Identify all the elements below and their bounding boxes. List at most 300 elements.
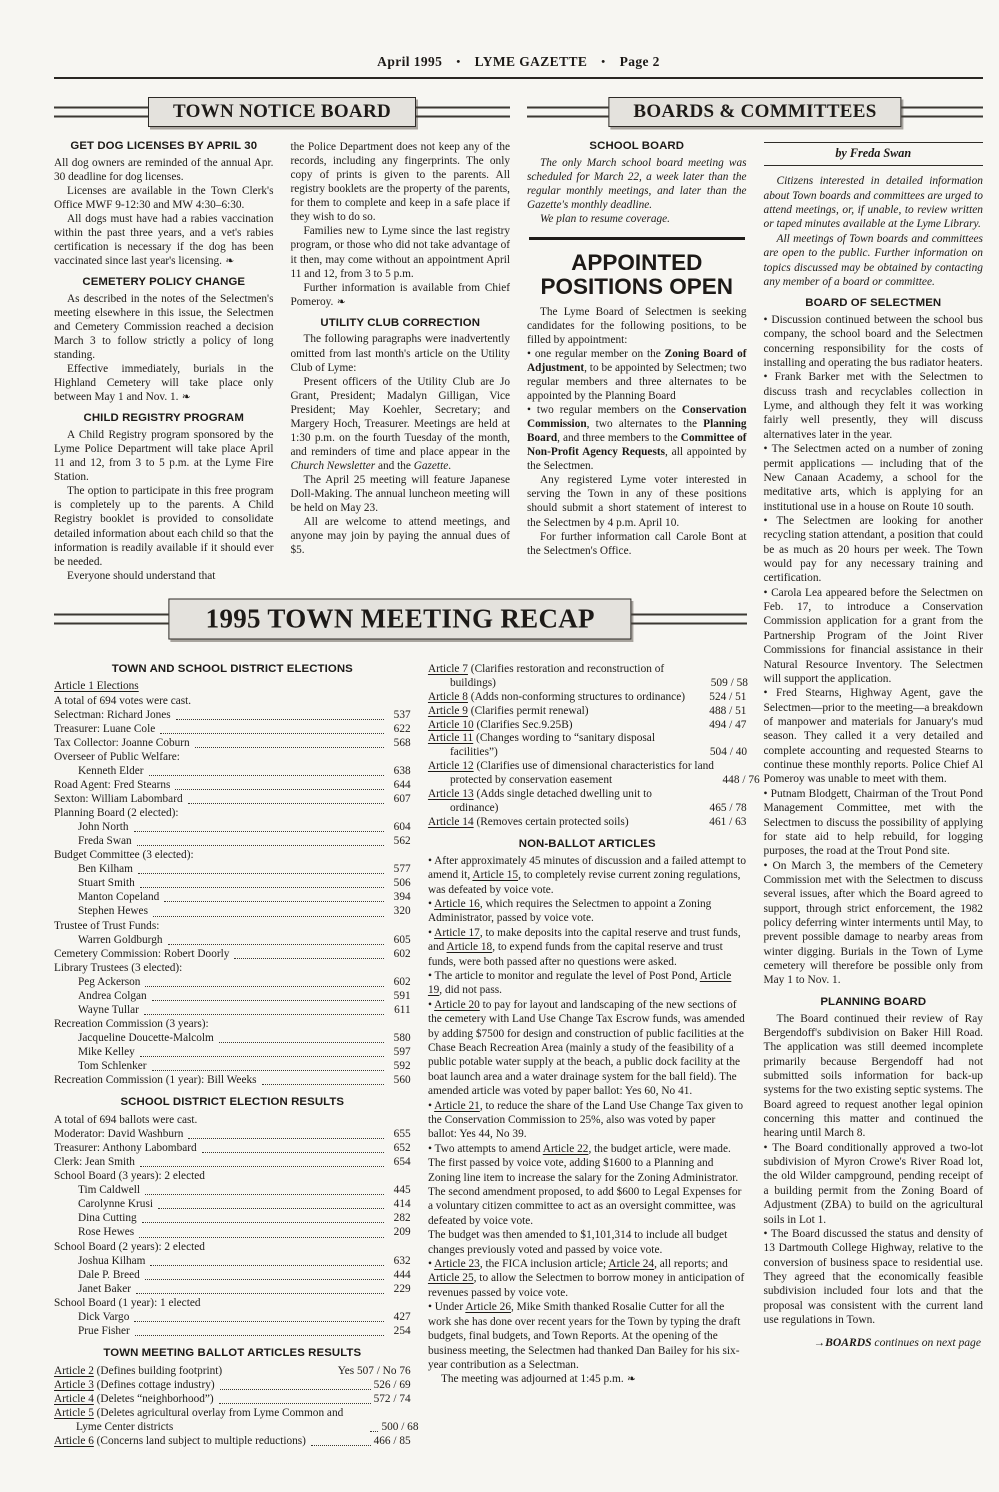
vote-count: 537: [393, 708, 411, 721]
candidate-name: Moderator: David Washburn: [54, 1128, 184, 1140]
text-segment: →: [813, 1336, 826, 1350]
text-segment: • The Board conditionally approved a two-lot subdivision of Myron Crowe's River Road lot, the old Wilder campground, pending receipt of a building permit from the Zoning Board of Adjustment (ZBA) to build on the agricultural soils in Lot 1.: [763, 1141, 983, 1226]
text-segment: The only March school board meeting was scheduled for March 22, a week later than the regular monthly meetings, and later than the Gazette's monthly deadline.: [527, 156, 747, 211]
vote-count: 448 / 76: [722, 774, 760, 787]
content-grid: [54, 94, 983, 1448]
list-group-label: [54, 1169, 411, 1183]
paragraph: [54, 569, 274, 583]
paragraph: [428, 897, 747, 926]
dot-leader: [138, 873, 384, 874]
candidate-name: Dick Vargo: [78, 1310, 130, 1323]
dot-leader: [160, 733, 383, 734]
text-segment: Article 9: [427, 704, 468, 717]
text-segment: , to make deposits into the capital reserve and trust funds, and: [427, 926, 741, 954]
text-segment: SCHOOL DISTRICT ELECTION RESULTS: [120, 1096, 345, 1109]
text-segment: .: [448, 460, 452, 472]
paragraph: [527, 530, 747, 558]
paragraph: [428, 926, 747, 969]
text-segment: •: [427, 1258, 435, 1271]
text-segment: (Deletes “neighborhood”): [93, 1392, 214, 1405]
vote-count: 506: [393, 877, 411, 890]
candidate-name: Stuart Smith: [78, 877, 135, 890]
paragraph: [764, 232, 984, 289]
text-segment: A total of 694 votes were cast.: [54, 694, 192, 707]
section-heading: [527, 251, 747, 300]
text-segment: UTILITY CLUB CORRECTION: [320, 316, 481, 329]
text-segment: Article 16: [434, 897, 480, 910]
text-segment: A Child Registry program sponsored by the Lyme Police Department will take place April 11 and 12, from 3 to 5 p.m. at the Lyme Fire Station.: [54, 429, 274, 484]
candidate-name: Rose Hewes: [78, 1226, 135, 1239]
text-segment: Article 2: [54, 1364, 94, 1377]
result-row: [54, 778, 411, 792]
text-segment: The April 25 meeting will feature Japanese Doll-Making. The annual luncheon meeting will be held on May 23.: [290, 474, 510, 515]
result-row: [54, 834, 411, 848]
candidate-name: Recreation Commission (1 year): Bill Weeks: [54, 1074, 257, 1087]
paragraph: [291, 332, 511, 374]
text-segment: Article 8: [427, 690, 468, 703]
text-segment: Everyone should understand that: [67, 569, 216, 582]
vote-count: 444: [393, 1268, 411, 1281]
candidate-name: Cemetery Commission: Robert Doorly: [54, 947, 230, 960]
article-heading: [54, 412, 274, 426]
article-heading: [291, 317, 511, 331]
result-row: [54, 1211, 411, 1225]
article-heading: [54, 1347, 411, 1361]
paragraph: [527, 212, 747, 226]
paragraph: [428, 1300, 747, 1372]
candidate-name: Prue Fisher: [78, 1324, 130, 1337]
result-row: [54, 1141, 411, 1155]
text-segment: School Board (2 years): 2 elected: [54, 1240, 205, 1253]
paragraph: [291, 375, 511, 473]
paragraph: [54, 362, 274, 404]
text-segment: • The Selectmen are looking for another recycling station attendant, a position that could be as much as 20 hours per week. The Town would pay for any necessary training and certification.: [763, 514, 983, 585]
text-segment: , did not pass.: [439, 984, 502, 997]
result-row: [54, 1031, 411, 1045]
text-segment: by Freda Swan: [835, 146, 912, 160]
candidate-name: Freda Swan: [78, 835, 132, 848]
result-row: [54, 890, 411, 904]
dot-leader: [262, 1084, 384, 1085]
article-label: [428, 732, 702, 760]
text-segment: and the: [375, 460, 414, 472]
vote-count: 607: [393, 792, 411, 805]
candidate-name: Joshua Kilham: [78, 1254, 146, 1267]
result-row: [54, 792, 411, 806]
article-label: [54, 1406, 365, 1434]
candidate-name: Clerk: Jean Smith: [54, 1156, 135, 1169]
text-segment: , to expend funds from the capital reserve and trust funds, were both passed after no questions were asked.: [427, 941, 723, 968]
text-segment: the Police Department does not keep any of the records, including any fingerprints. The only copy of prints is given to the parents. All registry booklets are the property of the parents, for them to complete and keep in a safe place if they wish to do so.: [290, 141, 510, 224]
list-group-label: [54, 1113, 411, 1127]
dot-leader: [188, 803, 384, 804]
text-segment: NON-BALLOT ARTICLES: [518, 838, 656, 850]
text-segment: All dogs must have had a rabies vaccination within the past three years, and a vet's rabies certification is necessary if the dog has been vaccinated since last year's licensing.: [54, 212, 274, 268]
leaf-ornament-icon: ❧: [623, 1373, 636, 1386]
paragraph: [428, 1372, 747, 1386]
article-heading: [54, 276, 274, 290]
vote-count: 632: [393, 1254, 411, 1267]
text-segment: Article 17: [434, 926, 480, 939]
text-segment: Article 12: [427, 760, 474, 773]
text-segment: A total of 694 ballots were cast.: [54, 1113, 198, 1126]
paragraph: [428, 1099, 747, 1142]
candidate-name: Dale P. Breed: [78, 1268, 140, 1281]
text-segment: , and three members to the: [557, 432, 681, 445]
paragraph: [527, 403, 747, 473]
candidate-name: Treasurer: Luane Cole: [54, 722, 156, 735]
text-segment: , all reports; and: [654, 1258, 728, 1271]
text-segment: Article 18: [446, 941, 493, 954]
list-group-label: [54, 961, 411, 975]
text-segment: (Defines building footprint): [93, 1364, 223, 1377]
dot-leader: [135, 1335, 384, 1336]
text-segment: , to allow the Selectmen to borrow money in anticipation of revenues passed by voice vote.: [427, 1272, 745, 1299]
text-segment: Article 5: [54, 1406, 94, 1419]
candidate-name: Sexton: William Labombard: [54, 792, 183, 805]
text-segment: Committee of Non-Profit Agency Requests: [527, 432, 747, 459]
result-row: [54, 876, 411, 890]
text-segment: Zoning Board of Adjustment: [527, 347, 747, 374]
result-row: [54, 933, 411, 947]
text-segment: Article 10: [427, 718, 474, 731]
text-segment: The meeting was adjourned at 1:45 p.m.: [440, 1373, 624, 1386]
paragraph: [527, 156, 747, 212]
text-segment: School Board (1 year): 1 elected: [54, 1296, 201, 1309]
paragraph: [54, 292, 274, 362]
paragraph: [428, 1142, 747, 1228]
dot-leader: [145, 986, 383, 987]
dot-leader: [136, 1293, 384, 1294]
text-segment: •: [427, 897, 435, 910]
text-segment: • Frank Barker met with the Selectmen to discuss trash and recyclables collection in Lyme, and although they felt it was working fairly well presently, they will discuss alternatives later in the year.: [763, 371, 983, 441]
header-separator-icon: •: [601, 56, 606, 68]
text-segment: • On March 3, the members of the Cemetery Commission met with the Selectmen to discuss several issues, after which the Board agreed to support, through strict enforcement, the 1982 policy deferring winter interments until May, to prevent possible damage to nearby areas from winter digging. Burials in the Town of Lyme cemetery will therefore be possible only from May 1 to Nov. 1.: [763, 859, 983, 987]
town-meeting-recap-banner: [54, 595, 747, 643]
list-group-label: [54, 806, 411, 820]
text-segment: PLANNING BOARD: [820, 995, 927, 1008]
text-segment: (Defines cottage industry): [93, 1378, 215, 1391]
recap-columns: [54, 662, 760, 1448]
dot-leader: [140, 887, 384, 888]
header-separator-icon: •: [456, 56, 461, 68]
dot-leader: [195, 747, 384, 748]
dot-leader: [137, 845, 384, 846]
text-segment: CEMETERY POLICY CHANGE: [82, 276, 246, 289]
article-heading: [764, 297, 984, 311]
text-segment: Article 11: [427, 732, 474, 745]
vote-count: 504 / 40: [709, 746, 748, 759]
text-segment: • Fred Stearns, Highway Agent, gave the Selectmen—prior to the meeting—a breakdown of manpower and materials for January's mud season. They called it a very detailed and complete accounting and requested Stearns to continue these monthly reports. Police Chief Al Pomeroy was unable to meet with them.: [763, 687, 983, 786]
text-segment: Planning Board (2 elected):: [54, 807, 179, 819]
text-segment: Article 23: [434, 1258, 480, 1271]
list-group-label: [54, 919, 411, 933]
paragraph: [764, 442, 984, 514]
text-segment: , two alternates to the: [586, 418, 704, 431]
candidate-name: Ben Kilham: [78, 863, 133, 876]
vote-count: 509 / 58: [710, 676, 748, 689]
text-segment: The Board continued their review of Ray Bergendoff's subdivision on Baker Hill Road. The application was still deemed incomplete primarily because Bergendoff had not submitted soils information for back-up systems for the two existing septic systems. The Board agreed to request another legal opinion concerning this matter and continued the hearing until March 8.: [763, 1012, 983, 1140]
list-group-label: [54, 750, 411, 764]
dot-leader: [149, 775, 384, 776]
text-segment: The following paragraphs were inadvertently omitted from last month's article on the Utility Club of Lyme:: [290, 333, 510, 374]
text-segment: TOWN AND SCHOOL DISTRICT ELECTIONS: [111, 662, 353, 675]
ballot-article-row: [428, 719, 747, 733]
dot-leader: [145, 1194, 384, 1195]
article-label: [54, 1392, 214, 1406]
text-segment: BOARDS: [825, 1336, 872, 1350]
text-segment: Article 15: [472, 869, 519, 882]
dot-leader: [134, 831, 384, 832]
result-row: [54, 1254, 411, 1268]
result-row: [54, 1127, 411, 1141]
paragraph: [764, 686, 984, 787]
text-segment: • one regular member on the: [527, 347, 665, 360]
vote-count: 652: [393, 1142, 411, 1155]
vote-count: 414: [393, 1198, 411, 1211]
result-row: [54, 989, 411, 1003]
header-page-number: Page 2: [619, 54, 660, 69]
vote-count: 604: [393, 821, 411, 834]
dot-leader: [220, 1389, 371, 1390]
paragraph: [428, 854, 747, 897]
byline: [764, 142, 984, 166]
vote-count: 494 / 47: [709, 718, 747, 731]
result-row: [54, 1003, 411, 1017]
text-segment: • Discussion continued between the school bus company, the school board and the Selectmen concerning responsibility for the costs of installing and operating the bus radiator heaters.: [763, 313, 983, 370]
article-label: [54, 1364, 222, 1378]
article-label: [428, 760, 715, 788]
vote-count: 488 / 51: [709, 704, 747, 717]
article-label: [428, 816, 629, 830]
result-row: [54, 764, 411, 778]
vote-count: 605: [393, 933, 411, 946]
text-segment: • The Selectmen acted on a number of zoning permit applications — including that of the New Canaan Academy, a school for the meditative arts, which is applying for an institutional use in a house on Route 10 south.: [763, 443, 983, 513]
text-segment: We plan to resume coverage.: [540, 212, 670, 225]
text-segment: For further information call Carole Bont at the Selectmen's Office.: [527, 530, 747, 557]
dot-leader: [219, 1042, 384, 1043]
header-paper-title: LYME GAZETTE: [474, 54, 588, 69]
text-segment: Church Newsletter: [290, 460, 376, 472]
candidate-name: John North: [78, 821, 129, 834]
text-segment: Effective immediately, burials in the Highland Cemetery will take place only between May 1 and Nov. 1.: [54, 363, 274, 404]
dot-leader: [140, 1056, 384, 1057]
result-row: [54, 1045, 411, 1059]
paragraph: [764, 313, 984, 370]
dot-leader: [152, 1000, 384, 1001]
vote-count: 500 / 68: [381, 1420, 419, 1433]
dot-leader: [219, 1403, 371, 1404]
vote-count: Yes 507 / No 76: [337, 1364, 411, 1377]
vote-count: 465 / 78: [709, 802, 747, 815]
vote-count: 562: [393, 835, 411, 848]
paragraph: [764, 1227, 984, 1328]
text-segment: Article 6: [54, 1434, 94, 1447]
header-rule: [54, 77, 983, 79]
text-segment: Budget Committee (3 elected):: [54, 849, 194, 862]
dot-leader: [153, 916, 384, 917]
result-row: [54, 975, 411, 989]
article-heading: [764, 996, 984, 1010]
boards-column-2: [764, 140, 984, 1448]
header-date: April 1995: [377, 54, 443, 69]
vote-count: 592: [393, 1060, 411, 1073]
dot-leader: [164, 901, 383, 902]
vote-count: 568: [393, 736, 411, 749]
paragraph: [54, 156, 274, 184]
result-row: [54, 1225, 411, 1239]
list-group-label: [54, 694, 411, 708]
ballot-article-row: [427, 760, 760, 788]
text-segment: (Adds single detached dwelling unit to ordinance): [449, 788, 652, 815]
candidate-name: Road Agent: Fred Stearns: [54, 778, 171, 791]
text-segment: , to be appointed by Selectmen; two regular members and three alternates to be appointed by the Planning Board: [527, 361, 747, 402]
paragraph: [764, 370, 984, 442]
candidate-name: Selectman: Richard Jones: [54, 708, 171, 721]
text-segment: Further information is available from Chief Pomeroy.: [290, 281, 510, 308]
paragraph: [764, 174, 984, 231]
result-row: [54, 1197, 411, 1211]
article-heading: [527, 140, 747, 154]
vote-count: 282: [393, 1212, 411, 1225]
result-row: [54, 947, 411, 961]
vote-count: 622: [393, 722, 411, 735]
text-segment: Citizens interested in detailed information about Town boards and committees are urged to attend meetings, or, if unable, to review written or taped minutes available at the Lyme Library.: [763, 175, 983, 231]
town-meeting-recap-title: 1995 TOWN MEETING RECAP: [169, 598, 632, 639]
paragraph: [291, 224, 511, 280]
paragraph: [291, 473, 511, 515]
article-label: [428, 691, 685, 705]
text-segment: (Deletes agricultural overlay from Lyme Common and Lyme Center districts: [76, 1406, 344, 1433]
text-segment: • The Board discussed the status and density of 13 Dartmouth College Highway, relative to the conversion of business space to residential use. They agreed that the economically feasible subdivision included four lots and that the proposal was consistent with the current land use regulations in Town.: [763, 1227, 983, 1327]
town-notice-board-title: TOWN NOTICE BOARD: [148, 97, 416, 127]
text-segment: • Under: [427, 1301, 466, 1314]
text-segment: Gazette: [413, 460, 449, 472]
vote-count: 427: [393, 1310, 411, 1323]
article-label: [54, 1434, 306, 1448]
article-label: [428, 719, 573, 733]
paragraph: [527, 347, 747, 403]
text-segment: Recreation Commission (3 years):: [54, 1017, 209, 1030]
text-segment: Article 13: [427, 788, 474, 801]
text-segment: Trustee of Trust Funds:: [54, 919, 160, 932]
text-segment: •: [427, 1099, 435, 1112]
vote-count: 655: [393, 1128, 411, 1140]
dot-leader: [145, 1279, 384, 1280]
paragraph: [764, 1141, 984, 1227]
vote-count: 611: [394, 1003, 411, 1016]
text-segment: , Mike Smith thanked Rosalie Cutter for all the work she has done over recent years for the Town by typing the draft budgets, final budgets, and Town Reports. At the opening of the business meeting, the Selectmen had thanked Dan Bailey for his six- year contribution as a Selectman.: [427, 1301, 741, 1371]
candidate-name: Stephen Hewes: [78, 905, 148, 918]
vote-count: 602: [393, 947, 411, 960]
result-row: [54, 904, 411, 918]
result-row: [54, 820, 411, 834]
text-segment: (Clarifies use of dimensional characteristics for land protected by conservation easement: [449, 760, 714, 787]
candidate-name: Tim Caldwell: [78, 1184, 141, 1197]
article-heading: [54, 1096, 411, 1110]
text-segment: Article 25: [427, 1272, 474, 1285]
dot-leader: [176, 719, 384, 720]
text-segment: Article 19: [427, 969, 732, 997]
text-segment: , the budget article, were made. The first passed by voice vote, adding $1600 to a Planning and Zoning line item to increase the salary for the Zoning Administrator. The second amendment proposed, to add $600 to Legal Expenses for a voluntary citizen committee to act as an oversight committee, was defeated by voice vote.: [427, 1142, 742, 1227]
text-segment: (Concerns land subject to multiple reductions): [93, 1434, 306, 1447]
vote-count: 461 / 63: [709, 816, 747, 829]
vote-count: 466 / 85: [373, 1434, 411, 1447]
dot-leader: [144, 1014, 384, 1015]
notice-column-1: [54, 140, 274, 583]
vote-count: 320: [393, 905, 411, 918]
paragraph: [764, 586, 984, 687]
candidate-name: Wayne Tullar: [78, 1003, 139, 1016]
dot-leader: [370, 1431, 378, 1432]
text-segment: Article 7: [427, 662, 468, 675]
leaf-ornament-icon: ❧: [178, 391, 191, 404]
ballot-article-row: [54, 1378, 411, 1392]
candidate-name: Treasurer: Anthony Labombard: [54, 1142, 197, 1155]
dot-leader: [134, 1321, 383, 1322]
text-segment: (Changes wording to “sanitary disposal facilities”): [449, 732, 655, 759]
paragraph: [428, 1257, 747, 1300]
leaf-ornament-icon: ❧: [333, 295, 346, 308]
candidate-name: Peg Ackerson: [78, 975, 141, 988]
candidate-name: Dina Cutting: [78, 1212, 137, 1225]
text-segment: • Putnam Blodgett, Chairman of the Trout Pond Management Committee, met with the Selectmen to discuss the possibility of applying for state aid to help rebuild, for logging purposes, the road at the Trout Pond site.: [763, 787, 983, 858]
article-label: [54, 1378, 215, 1392]
text-segment: Article 14: [427, 816, 474, 829]
ballot-article-row: [428, 705, 747, 719]
text-segment: Article 21: [434, 1099, 480, 1112]
vote-count: 445: [393, 1184, 411, 1197]
candidate-name: Tom Schlenker: [78, 1060, 147, 1073]
vote-count: 638: [393, 764, 411, 777]
text-segment: (Clarifies permit renewal): [467, 704, 589, 717]
candidate-name: Manton Copeland: [78, 891, 160, 904]
paragraph: [527, 473, 747, 529]
article-heading: [428, 838, 747, 852]
text-segment: , the FICA inclusion article;: [479, 1258, 609, 1271]
result-row: [54, 1059, 411, 1073]
text-segment: SCHOOL BOARD: [589, 140, 685, 152]
text-segment: (Clarifies Sec.9.25B): [473, 718, 573, 731]
result-row: [54, 1155, 411, 1169]
text-segment: TOWN MEETING BALLOT ARTICLES RESULTS: [103, 1346, 362, 1359]
paragraph: [764, 514, 984, 586]
paragraph: [527, 305, 747, 347]
paragraph: [764, 787, 984, 859]
result-row: [54, 1268, 411, 1282]
list-group-label: [54, 1017, 411, 1031]
text-segment: Conservation Commission: [527, 404, 747, 431]
candidate-name: Carolynne Krusi: [78, 1198, 153, 1211]
candidate-name: Jacqueline Doucette-Malcolm: [78, 1032, 214, 1044]
text-segment: GET DOG LICENSES BY APRIL 30: [70, 140, 258, 152]
text-segment: continues on next page: [871, 1336, 981, 1350]
text-segment: •: [427, 926, 435, 939]
text-segment: Present officers of the Utility Club are Jo Grant, President; Madalyn Gilligan, Vice President; May Koehler, Secretary; and Margery Hoch, Treasurer. Meetings are held at 1:30 p.m. on the fourth Tuesday of the month, and reminders of time and place appear in the: [290, 375, 510, 458]
result-row: [54, 722, 411, 736]
text-segment: to pay for layout and landscaping of the new sections of the cemetery with Land Use Change Tax Escrow funds, was amended by adding $7500 for design and construction of public facilities at the Chase Beach Recreation Area (mainly a study of the feasibility of a public potable water supply at the beach, a public dock facility at the boat launch area and a water drainage system for the ball field). The amended article was voted by paper ballot: Yes 60, No 41.: [427, 998, 745, 1098]
result-row: [54, 1324, 411, 1338]
result-row: [54, 1183, 411, 1197]
article-label: [428, 788, 702, 816]
text-segment: Article 20: [434, 998, 480, 1011]
text-segment: All are welcome to attend meetings, and anyone may join by paying the annual dues of $5.: [290, 516, 510, 557]
paragraph: [54, 484, 274, 568]
text-segment: • The article to monitor and regulate the level of Post Pond,: [427, 969, 700, 982]
vote-count: 654: [393, 1156, 411, 1169]
paragraph: [54, 184, 274, 212]
ballot-article-row: [428, 732, 747, 760]
